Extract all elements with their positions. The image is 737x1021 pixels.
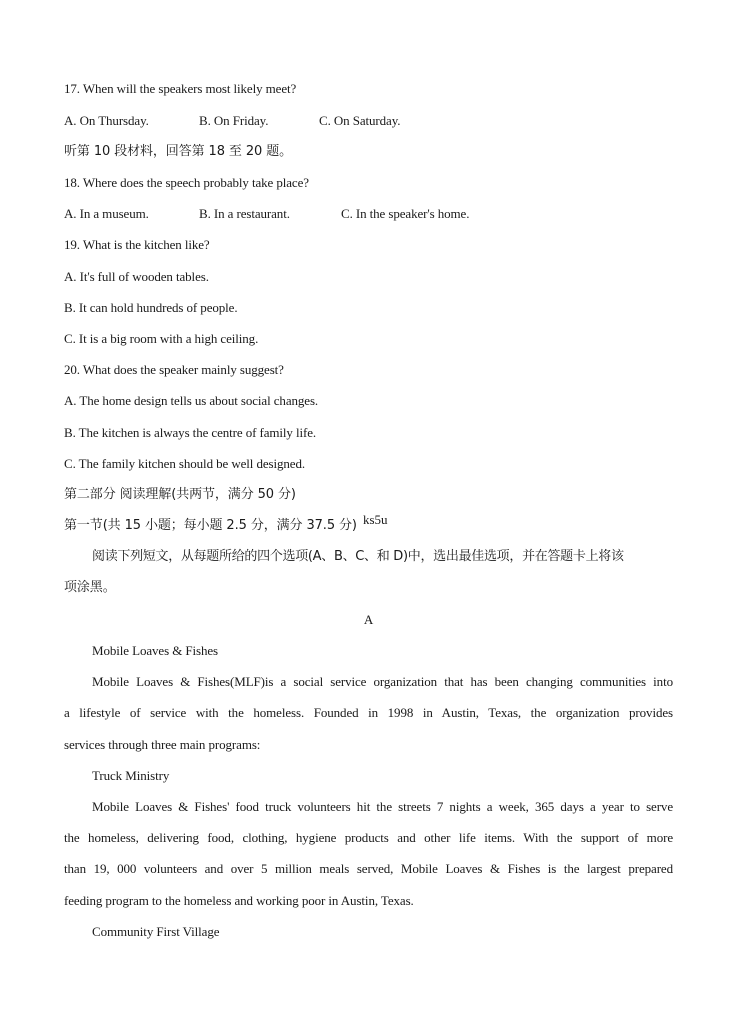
- question-17-option-b: B. On Friday.: [199, 113, 269, 128]
- question-18-stem: 18. Where does the speech probably take place?: [64, 175, 309, 190]
- paragraph-1-line-2: a lifestyle of service with the homeless. Founded in 1998 in Austin, Texas, the organization provides: [64, 705, 673, 720]
- question-17-option-c: C. On Saturday.: [319, 113, 401, 128]
- paragraph-1-line-1: Mobile Loaves & Fishes(MLF)is a social service organization that has been changing communities into: [92, 674, 673, 689]
- question-17-option-a: A. On Thursday.: [64, 113, 149, 128]
- question-17-stem: 17. When will the speakers most likely meet?: [64, 81, 297, 96]
- question-18-option-c: C. In the speaker's home.: [341, 206, 470, 221]
- ks5u-watermark: ks5u: [363, 512, 388, 527]
- paragraph-2-line-4: feeding program to the homeless and working poor in Austin, Texas.: [64, 893, 414, 908]
- section-1-heading: 第一节(共 15 小题；每小题 2.5 分，满分 37.5 分): [64, 518, 357, 533]
- question-18-option-b: B. In a restaurant.: [199, 206, 290, 221]
- part-2-heading: 第二部分 阅读理解(共两节，满分 50 分): [64, 487, 296, 502]
- question-19-option-c: C. It is a big room with a high ceiling.: [64, 331, 259, 346]
- question-18-option-a: A. In a museum.: [64, 206, 149, 221]
- reading-instruction-line-1: 阅读下列短文，从每题所给的四个选项(A、B、C、和 D)中，选出最佳选项，并在答题卡上将该: [92, 549, 624, 564]
- question-20-option-a: A. The home design tells us about social changes.: [64, 393, 319, 408]
- question-19-stem: 19. What is the kitchen like?: [64, 237, 210, 252]
- paragraph-2-line-3: than 19, 000 volunteers and over 5 million meals served, Mobile Loaves & Fishes is the largest prepared: [64, 861, 673, 876]
- paragraph-2-line-1: Mobile Loaves & Fishes' food truck volunteers hit the streets 7 nights a week, 365 days a year to serve: [92, 799, 673, 814]
- question-20-option-b: B. The kitchen is always the centre of family life.: [64, 425, 317, 440]
- question-20-option-c: C. The family kitchen should be well designed.: [64, 456, 306, 471]
- passage-title: Mobile Loaves & Fishes: [92, 643, 218, 658]
- question-19-option-b: B. It can hold hundreds of people.: [64, 300, 238, 315]
- section-10-instruction: 听第 10 段材料，回答第 18 至 20 题。: [64, 144, 293, 159]
- paragraph-1-line-3: services through three main programs:: [64, 737, 261, 752]
- reading-instruction-line-2: 项涂黑。: [64, 580, 116, 595]
- heading-community-first-village: Community First Village: [92, 924, 220, 939]
- paragraph-2-line-2: the homeless, delivering food, clothing, hygiene products and other life items. With the support of more: [64, 830, 673, 845]
- passage-letter: A: [363, 612, 374, 627]
- heading-truck-ministry: Truck Ministry: [92, 768, 170, 783]
- question-20-stem: 20. What does the speaker mainly suggest?: [64, 362, 284, 377]
- question-19-option-a: A. It's full of wooden tables.: [64, 269, 209, 284]
